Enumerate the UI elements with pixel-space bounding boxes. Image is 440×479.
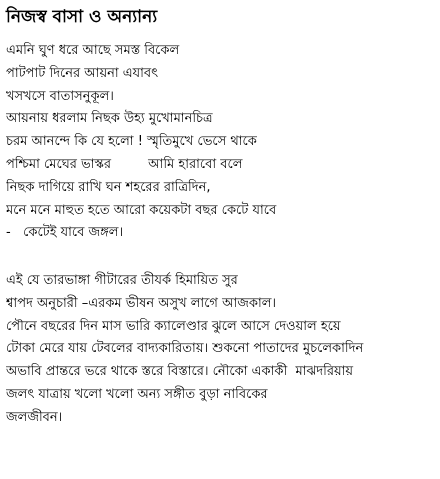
poem-line: খসখসে বাতাসনুকূল। <box>6 88 114 104</box>
poem-line: আয়নায় ধরলাম নিছক উহ্য মুখোমানচিত্র <box>6 111 213 127</box>
poem-line: এমনি ঘুণ ধরে আছে সমস্ত বিকেল <box>6 43 180 58</box>
poem-line: পশ্চিমা মেঘের ভাস্কর আমি হারাবো বলে <box>6 156 243 172</box>
poem-line: অভাবি প্রান্তরে ভরে থাকে স্তরে বিস্তারে। নৌকো একাকী মাঝদরিয়ায় <box>6 364 354 380</box>
poem-line: চরম আনন্দে কি যে হলো ! স্মৃতিমুখে ভেসে থাকে <box>6 134 257 150</box>
poem-line: পৌনে বছরের দিন মাস ভারি ক্যালেণ্ডার ঝুলে আসে দেওয়াল হয়ে <box>6 318 341 334</box>
poem-line: পাটপাট দিনের আয়না এযাবৎ <box>6 65 159 81</box>
poem-line: টোকা মেরে যায় টেবলের বাদ্যকারিতায়। শুকনো পাতাদের মুচলেকাদিন <box>6 341 364 357</box>
poem-line: জলজীবন। <box>6 409 63 425</box>
poem-title: নিজস্ব বাসা ও অন্যান্য <box>6 7 158 27</box>
stanza-2 <box>6 270 436 430</box>
poem-line: এই যে তারভাঙ্গা গীটারের তীযর্ক হিমায়িত সুর <box>6 273 238 288</box>
poem-line: শ্বাপদ অনুচারী –এরকম ভীষন অসুখ লাগে আজকাল। <box>6 295 277 311</box>
poem-line: জলৎ যাত্রায় খলো খলো অন্য সঙ্গীত বুড়া নাবিকের <box>6 386 268 402</box>
poem-line: - কেটেই যাবে জঙ্গল। <box>6 225 124 241</box>
poem-line: মনে মনে মাহুত হতে আরো কয়েকটা বছর কেটে যাবে <box>6 202 277 218</box>
poem-line: নিছক দাগিয়ে রাখি ঘন শহরের রাত্রিদিন, <box>6 179 211 195</box>
stanza-1 <box>6 40 436 245</box>
